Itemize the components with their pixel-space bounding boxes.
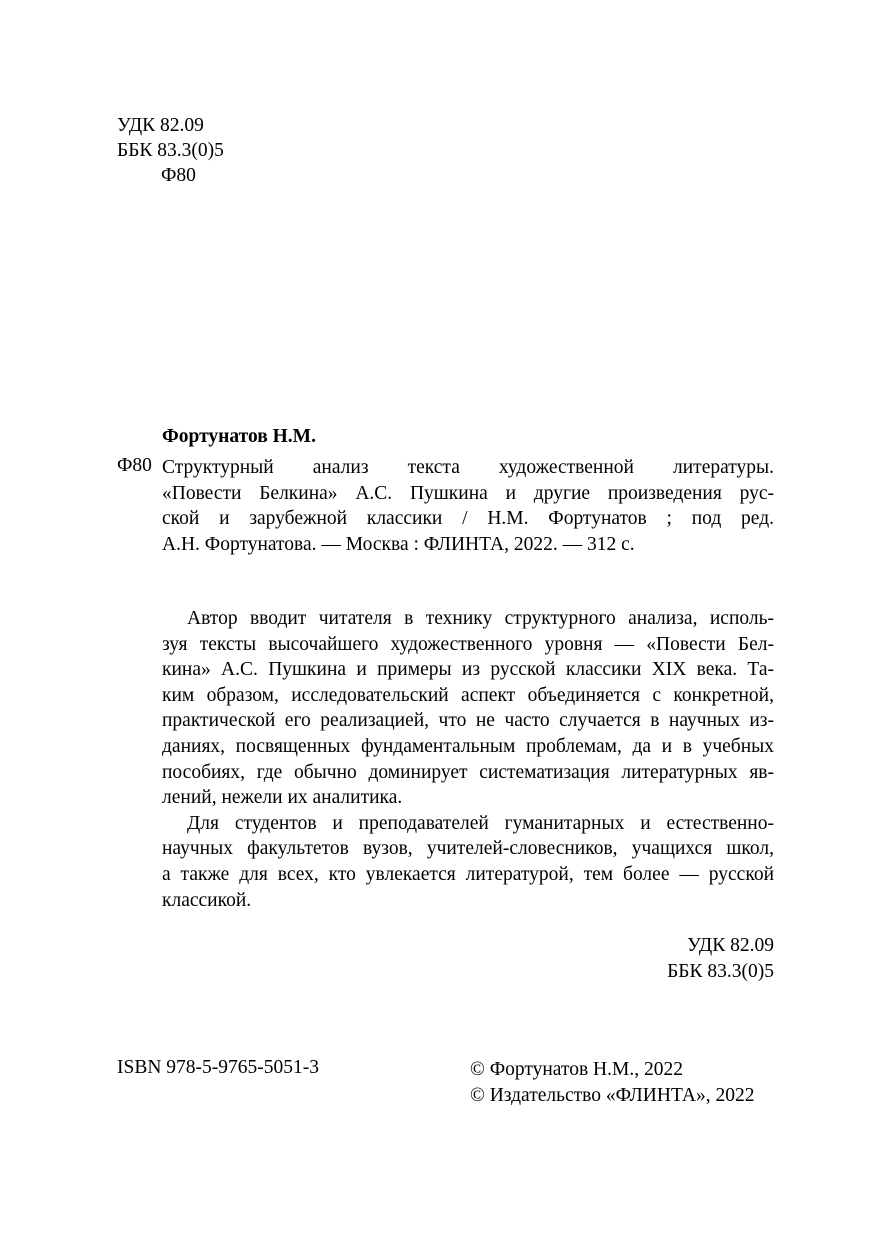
annotation-line: классикой. (162, 889, 252, 911)
annotation-line: Для студентов и преподавателей гуманитарных и естественно- (187, 812, 774, 834)
copyright-publisher: © Издательство «ФЛИНТА», 2022 (470, 1085, 755, 1106)
annotation-line: практической его реализацией, что не часто случается в научных из- (162, 710, 774, 732)
bbk-code: ББК 83.3(0)5 (667, 961, 774, 982)
author-sign: Ф80 (161, 165, 196, 186)
annotation-line: пособиях, где обычно доминирует систематизация литературных яв- (162, 761, 774, 783)
annotation-line: кина» А.С. Пушкина и примеры из русской классики XIX века. Та- (162, 659, 774, 681)
udk-code: УДК 82.09 (117, 115, 204, 136)
classification-codes-top (117, 113, 224, 188)
bib-line: ской и зарубежной классики / Н.М. Фортунатов ; под ред. (162, 508, 774, 530)
author-sign-left: Ф80 (117, 455, 152, 476)
annotation-line: ким образом, исследовательский аспект объединяется с конкретной, (162, 684, 774, 706)
annotation-line: лений, нежели их аналитика. (162, 787, 403, 809)
bib-line: Структурный анализ текста художественной литературы. (162, 457, 774, 478)
bibliographic-description (162, 455, 774, 557)
annotation-line: а также для всех, кто увлекается литературой, тем более — русской (162, 863, 774, 885)
copyright-author: © Фортунатов Н.М., 2022 (470, 1059, 683, 1080)
annotation (162, 606, 774, 913)
annotation-line: зуя тексты высочайшего художественного уровня — «Повести Бел- (162, 633, 774, 655)
bib-line: А.Н. Фортунатова. — Москва : ФЛИНТА, 2022. — 312 с. (162, 533, 635, 555)
bbk-code: ББК 83.3(0)5 (117, 140, 224, 161)
bib-line: «Повести Белкина» А.С. Пушкина и другие произведения рус- (162, 482, 774, 504)
copyright-block (470, 1057, 754, 1109)
isbn: ISBN 978-5-9765-5051-3 (117, 1057, 320, 1078)
annotation-line: научных факультетов вузов, учителей-словесников, учащихся школ, (162, 838, 774, 860)
annotation-line: даниях, посвященных фундаментальным проблемам, да и в учебных (162, 735, 774, 757)
annotation-line: Автор вводит читателя в технику структурного анализа, исполь- (187, 608, 774, 629)
author-heading: Фортунатов Н.М. (162, 426, 316, 447)
classification-codes-bottom (600, 933, 774, 985)
udk-code: УДК 82.09 (687, 935, 774, 956)
